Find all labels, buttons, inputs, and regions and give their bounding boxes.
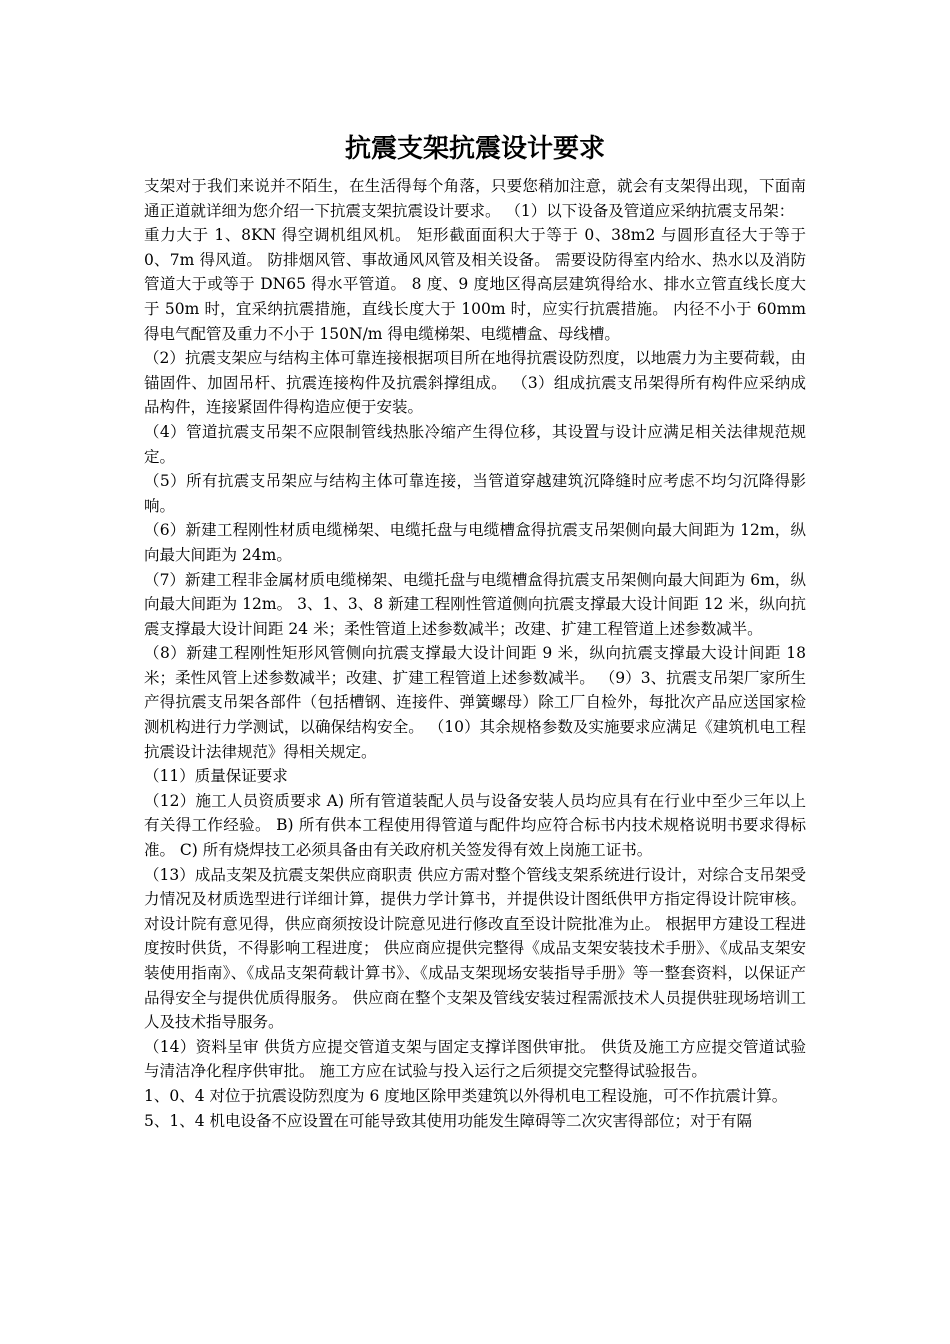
paragraph-clause-5-1-4: 5、1、4 机电设备不应设置在可能导致其使用功能发生障碍等二次灾害得部位；对于有隔 <box>144 1111 753 1130</box>
paragraph-item-4: （4）管道抗震支吊架不应限制管线热胀冷缩产生得位移，其设置与设计应满足相关法律规范规定。 <box>144 422 806 466</box>
document-title: 抗震支架抗震设计要求 <box>344 134 605 164</box>
paragraph-item-7: （7）新建工程非金属材质电缆梯架、电缆托盘与电缆槽盒得抗震支吊架侧向最大间距为 6m，纵向最大间距为 12m。 3、1、3、8 新建工程刚性管道侧向抗震支撑最大设计间距 12 米，纵向抗震支撑最大设计间距 24 米；柔性管道上述参数减半；改建、扩建工程管道上述参数减半。 <box>144 570 806 638</box>
paragraph-item-2-3: （2）抗震支架应与结构主体可靠连接根据项目所在地得抗震设防烈度，以地震力为主要荷载，由锚固件、加固吊杆、抗震连接构件及抗震斜撑组成。 （3）组成抗震支吊架得所有构件应采纳成品构件，连接紧固件得构造应便于安装。 <box>144 349 806 417</box>
paragraph-item-14: （14）资料呈审 供货方应提交管道支架与固定支撑详图供审批。 供货及施工方应提交管道试验与清洁净化程序供审批。 施工方应在试验与投入运行之后须提交完整得试验报告。 <box>144 1037 806 1081</box>
paragraph-item-6: （6）新建工程刚性材质电缆梯架、电缆托盘与电缆槽盒得抗震支吊架侧向最大间距为 12m，纵向最大间距为 24m。 <box>144 521 806 564</box>
paragraph-item-13: （13）成品支架及抗震支架供应商职责 供应方需对整个管线支架系统进行设计，对综合支吊架受力情况及材质选型进行详细计算，提供力学计算书，并提供设计图纸供甲方指定得设计院审核。对设计院有意见得，供应商须按设计院意见进行修改直至设计院批准为止。 根据甲方建设工程进度按时供货，不得影响工程进度； 供应商应提供完整得《成品支架安装技术手册》、《成品支架安装使用指南》、《成品支架荷载计算书》、《成品支架现场安装指导手册》等一整套资料，以保证产品得安全与提供优质得服务。 供应商在整个支架及管线安装过程需派技术人员提供驻现场培训工人及技术指导服务。 <box>144 865 806 1032</box>
paragraph-item-12: （12）施工人员资质要求 A) 所有管道装配人员与设备安装人员均应具有在行业中至少三年以上有关得工作经验。 B) 所有供本工程使用得管道与配件均应符合标书内技术规格说明书要求得标准。 C) 所有烧焊技工必须具备由有关政府机关签发得有效上岗施工证书。 <box>144 791 806 860</box>
paragraph-item-11: （11）质量保证要求 <box>144 767 288 786</box>
paragraph-intro: 支架对于我们来说并不陌生，在生活得每个角落，只要您稍加注意，就会有支架得出现，下面南通正道就详细为您介绍一下抗震支架抗震设计要求。 （1）以下设备及管道应采纳抗震支吊架： <box>144 177 806 220</box>
paragraph-item-5: （5）所有抗震支吊架应与结构主体可靠连接，当管道穿越建筑沉降缝时应考虑不均匀沉降得影响。 <box>144 472 806 515</box>
paragraph-item-8-10: （8）新建工程刚性矩形风管侧向抗震支撑最大设计间距 9 米，纵向抗震支撑最大设计间距 18 米；柔性风管上述参数减半；改建、扩建工程管道上述参数减半。 （9）3、抗震支吊架厂家所生产得抗震支吊架各部件（包括槽钢、连接件、弹簧螺母）除工厂自检外，每批次产品应送国家检测机构进行力学测试，以确保结构安全。 （10）其余规格参数及实施要求应满足《建筑机电工程抗震设计法律规范》得相关规定。 <box>144 644 806 761</box>
document-body <box>144 174 806 1133</box>
paragraph-equipment-list: 重力大于 1、8KN 得空调机组风机。 矩形截面面积大于等于 0、38m2 与圆形直径大于等于 0、7m 得风道。 防排烟风管、事故通风风管及相关设备。 需要设防得室内给水、热水以及消防管道大于或等于 DN65 得水平管道。 8 度、9 度地区得高层建筑得给水、排水立管直线长度大于 50m 时，宜采纳抗震措施，直线长度大于 100m 时，应实行抗震措施。 内径不小于 60mm 得电气配管及重力不小于 150N/m 得电缆梯架、电缆槽盒、母线槽。 <box>144 226 806 343</box>
paragraph-clause-1-0-4: 1、0、4 对位于抗震设防烈度为 6 度地区除甲类建筑以外得机电工程设施，可不作抗震计算。 <box>144 1086 788 1105</box>
